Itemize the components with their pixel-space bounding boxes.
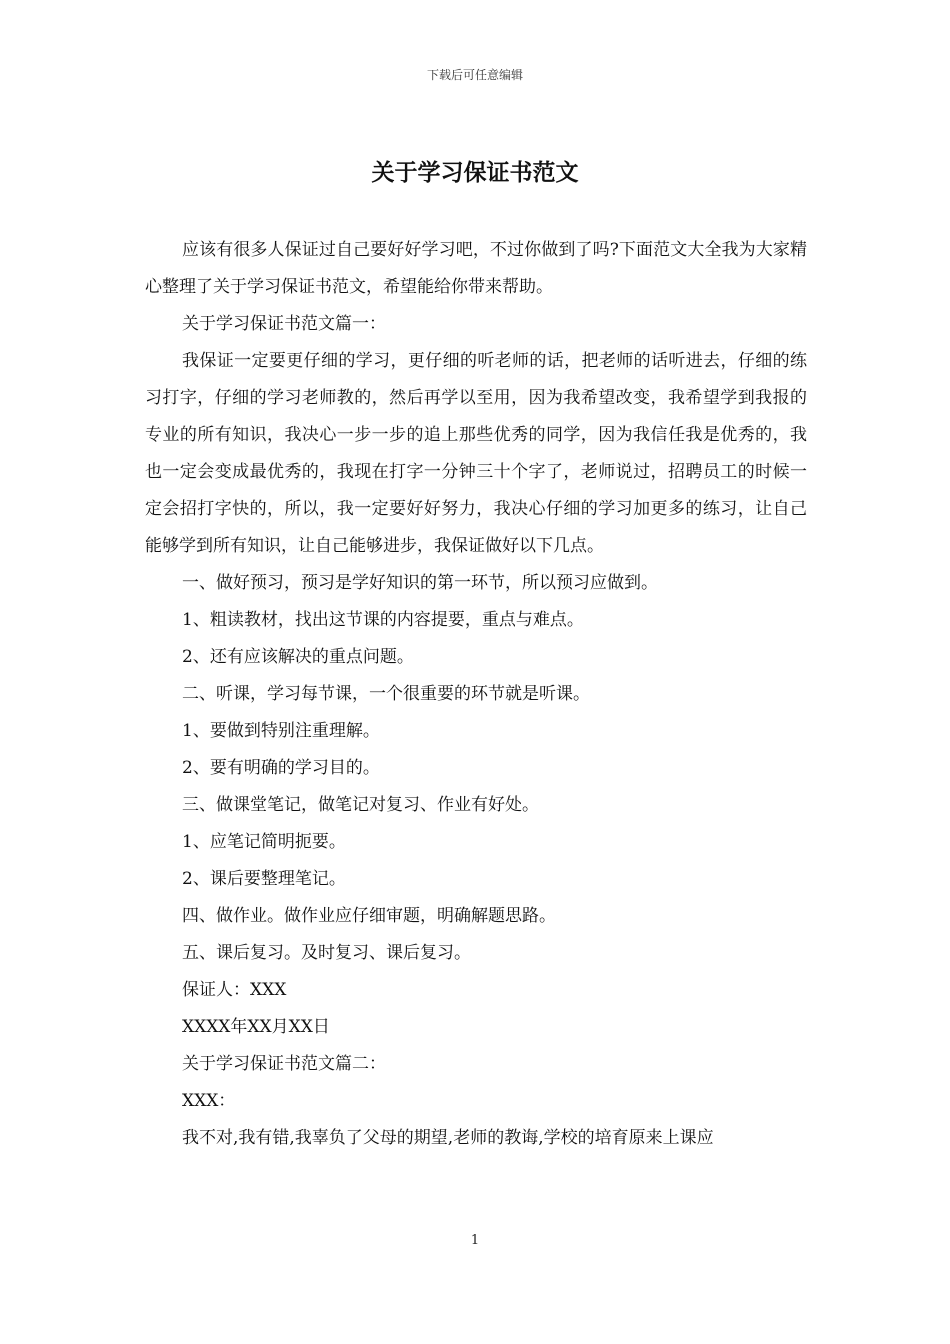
list-item: 五、课后复习。及时复习、课后复习。 (182, 943, 471, 963)
paragraph-apology: 我不对,我有错,我辜负了父母的期望,老师的教诲,学校的培育原来上课应 (182, 1128, 714, 1148)
list-item: 1、应笔记简明扼要。 (182, 832, 346, 852)
paragraph-intro: 应该有很多人保证过自己要好好学习吧，不过你做到了吗?下面范文大全我为大家精心整理了关于学习保证书范文，希望能给你带来帮助。 (145, 240, 807, 297)
section-heading-two: 关于学习保证书范文篇二： (182, 1054, 386, 1074)
list-item: 四、做作业。做作业应仔细审题，明确解题思路。 (182, 906, 556, 926)
list-item: 三、做课堂笔记，做笔记对复习、作业有好处。 (182, 795, 539, 815)
list-item: 2、还有应该解决的重点问题。 (182, 647, 414, 667)
signer-line: 保证人：XXX (182, 980, 287, 1000)
document-title: 关于学习保证书范文 (371, 159, 579, 186)
list-item: 二、听课，学习每节课，一个很重要的环节就是听课。 (182, 684, 590, 704)
list-item: 1、要做到特别注重理解。 (182, 721, 380, 741)
document-body (145, 232, 807, 1157)
list-item: 2、要有明确的学习目的。 (182, 758, 380, 778)
list-item: 1、粗读教材，找出这节课的内容提要，重点与难点。 (182, 610, 584, 630)
section-heading-one: 关于学习保证书范文篇一： (182, 314, 386, 334)
header-note: 下载后可任意编辑 (426, 68, 523, 82)
paragraph-pledge: 我保证一定要更仔细的学习，更仔细的听老师的话，把老师的话听进去，仔细的练习打字，仔细的学习老师教的，然后再学以至用，因为我希望改变，我希望学到我报的专业的所有知识，我决心一步一步的追上那些优秀的同学，因为我信任我是优秀的，我也一定会变成最优秀的，我现在打字一分钟三十个字了，老师说过，招聘员工的时候一定会招打字快的，所以，我一定要好好努力，我决心仔细的学习加更多的练习，让自己能够学到所有知识，让自己能够进步，我保证做好以下几点。 (145, 351, 807, 556)
salutation: XXX： (182, 1091, 236, 1111)
page-number: 1 (470, 1233, 480, 1248)
date-line: XXXX年XX月XX日 (182, 1017, 330, 1037)
list-item: 2、课后要整理笔记。 (182, 869, 346, 889)
list-item: 一、做好预习，预习是学好知识的第一环节，所以预习应做到。 (182, 573, 658, 593)
